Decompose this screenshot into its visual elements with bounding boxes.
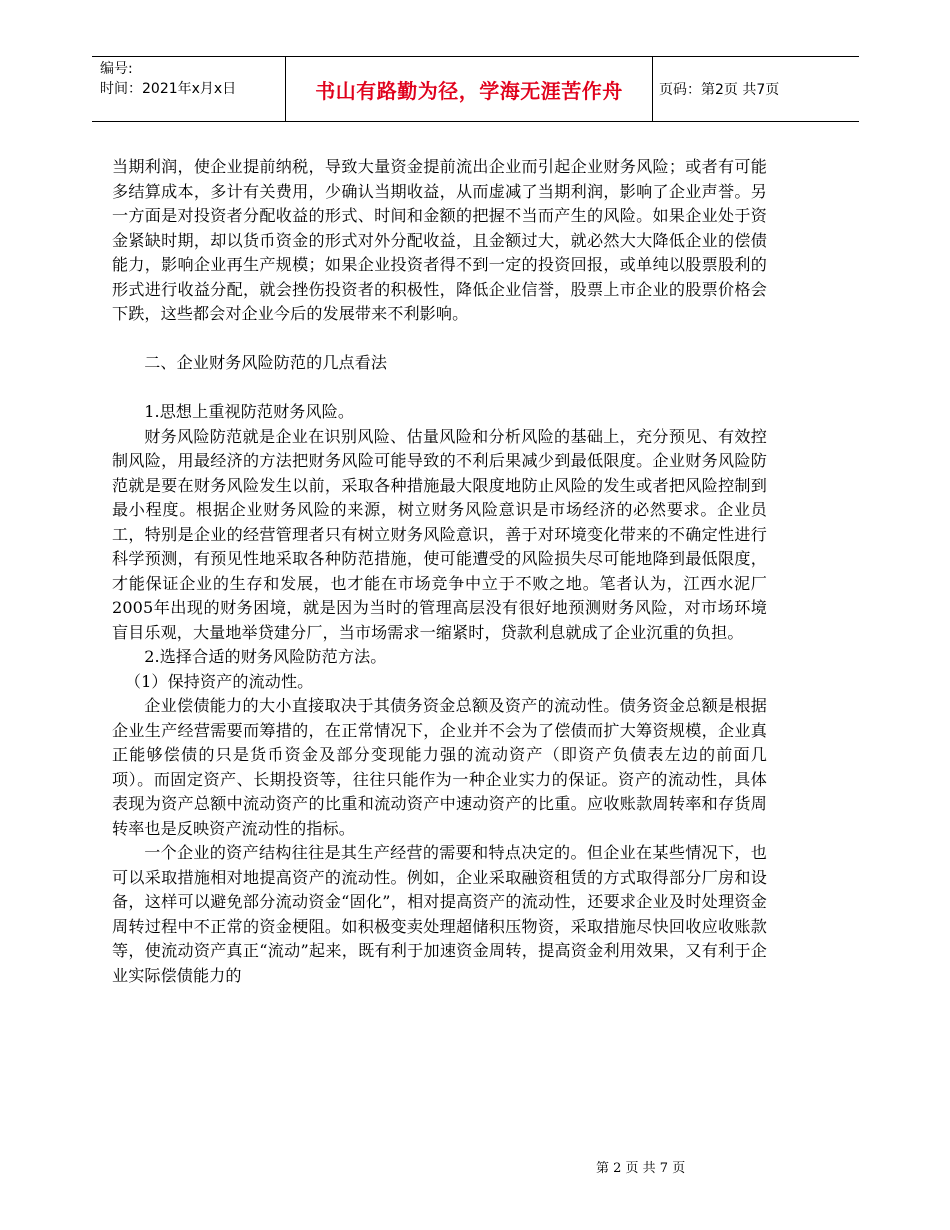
section-heading: 二、企业财务风险防范的几点看法 <box>144 353 388 372</box>
item2-subtitle: （1）保持资产的流动性。 <box>124 671 314 691</box>
header-motto: 书山有路勤为径，学海无涯苦作舟 <box>285 57 653 121</box>
item2-title: 2.选择合适的财务风险防范方法。 <box>144 647 387 666</box>
document-body <box>112 155 767 988</box>
item1-title: 1.思想上重视防范财务风险。 <box>144 402 355 421</box>
item1-paragraph: 财务风险防范就是企业在识别风险、估量风险和分析风险的基础上，充分预见、有效控制风险，用最经济的方法把财务风险可能导致的不利后果减少到最低限度。企业财务风险防范就是要在财务风险发生以前，采取各种措施最大限度地防止风险的发生或者把风险控制到最小程度。根据企业财务风险的来源，树立财务风险意识是市场经济的必然要求。企业员工，特别是企业的经营管理者只有树立财务风险意识，善于对环境变化带来的不确定性进行科学预测，有预见性地采取各种防范措施，使可能遭受的风险损失尽可能地降到最低限度，才能保证企业的生存和发展，也才能在市场竞争中立于不败之地。笔者认为，江西水泥厂2005年出现的财务困境，就是因为当时的管理高层没有很好地预测财务风险，对市场环境盲目乐观，大量地举贷建分厂，当市场需求一缩紧时，贷款利息就成了企业沉重的负担。 <box>112 426 767 642</box>
paragraph-continuation: 当期利润，使企业提前纳税，导致大量资金提前流出企业而引起企业财务风险；或者有可能多结算成本，多计有关费用，少确认当期收益，从而虚减了当期利润，影响了企业声誉。另一方面是对投资者分配收益的形式、时间和金额的把握不当而产生的风险。如果企业处于资金紧缺时期，却以货币资金的形式对外分配收益，且金额过大，就必然大大降低企业的偿债能力，影响企业再生产规模；如果企业投资者得不到一定的投资回报，或单纯以股票股利的形式进行收益分配，就会挫伤投资者的积极性，降低企业信誉，股票上市企业的股票价格会下跌，这些都会对企业今后的发展带来不利影响。 <box>112 157 767 323</box>
time-label: 时间：2021年x月x日 <box>100 81 237 97</box>
item2-paragraph-2: 一个企业的资产结构往往是其生产经营的需要和特点决定的。但企业在某些情况下，也可以采取措施相对地提高资产的流动性。例如，企业采取融资租赁的方式取得部分厂房和设备，这样可以避免部分流动资金“固化”，相对提高资产的流动性，还要求企业及时处理资金周转过程中不正常的资金梗阻。如积极变卖处理超储积压物资，采取措施尽快回收应收账款等，使流动资产真正“流动”起来，既有利于加速资金周转，提高资金利用效果，又有利于企业实际偿债能力的 <box>112 843 767 985</box>
page-header <box>92 56 859 122</box>
page-footer: 第 2 页 共 7 页 <box>596 1161 686 1176</box>
header-meta <box>100 59 285 99</box>
header-page-info: 页码：第2页 共7页 <box>659 82 780 98</box>
doc-number-label: 编号: <box>100 61 133 77</box>
item2-paragraph-1: 企业偿债能力的大小直接取决于其债务资金总额及资产的流动性。债务资金总额是根据企业生产经营需要而筹措的，在正常情况下，企业并不会为了偿债而扩大筹资规模，企业真正能够偿债的只是货币资金及部分变现能力强的流动资产（即资产负债表左边的前面几项）。而固定资产、长期投资等，往往只能作为一种企业实力的保证。资产的流动性，具体表现为资产总额中流动资产的比重和流动资产中速动资产的比重。应收账款周转率和存货周转率也是反映资产流动性的指标。 <box>112 696 767 838</box>
